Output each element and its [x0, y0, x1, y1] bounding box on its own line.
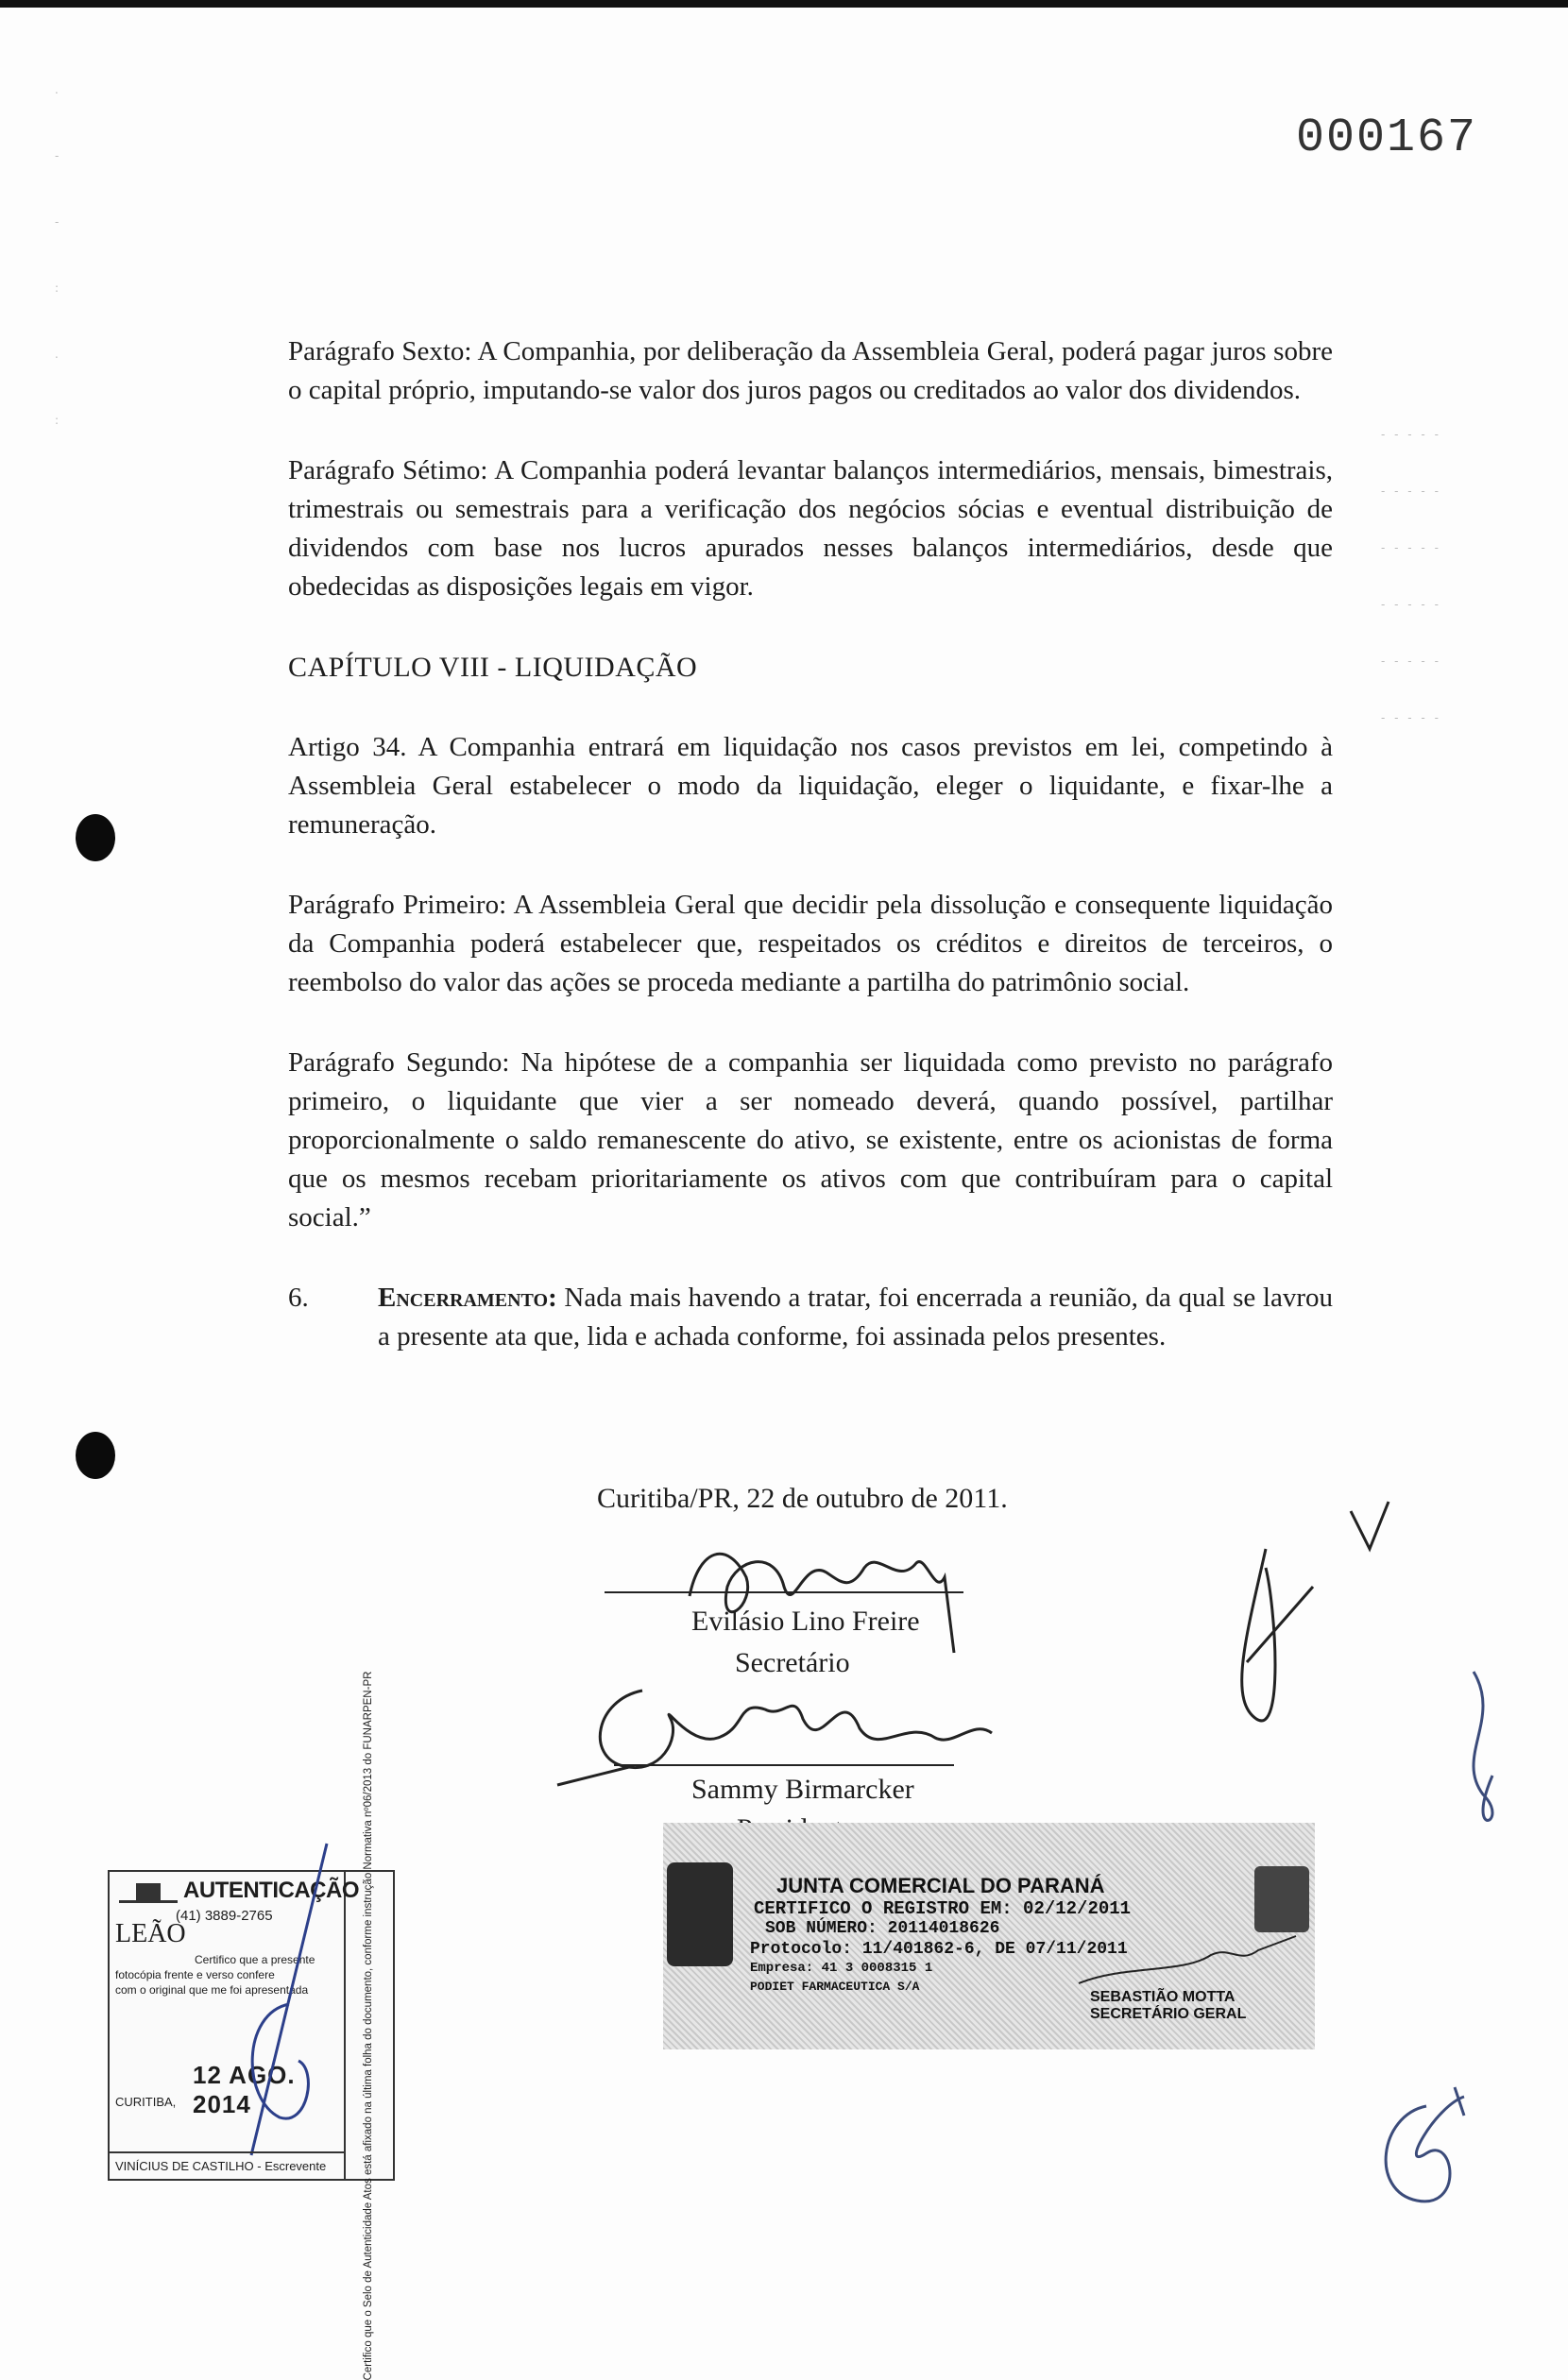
- punch-hole-bottom: [76, 1432, 115, 1479]
- stamp-city: CURITIBA,: [115, 2095, 177, 2109]
- scan-top-edge: [0, 0, 1568, 8]
- stamp-signature: [213, 1834, 355, 2174]
- secretary-role: Secretário: [735, 1647, 850, 1678]
- registry-line-4: Empresa: 41 3 0008315 1: [750, 1961, 933, 1976]
- registry-officer-name: SEBASTIÃO MOTTA: [1090, 1989, 1236, 2005]
- registry-stamp: [663, 1823, 1315, 2049]
- registry-line-1: CERTIFICO O REGISTRO EM: 02/12/2011: [754, 1898, 1132, 1919]
- registry-officer: [1090, 1989, 1246, 2023]
- registry-officer-role: SECRETÁRIO GERAL: [1090, 2006, 1247, 2022]
- stamp-title: AUTENTICAÇÃO: [183, 1878, 359, 1903]
- margin-initials-1: [1209, 1492, 1398, 1757]
- authentication-stamp: [108, 1671, 395, 2380]
- margin-marks-left: . - - : . :: [55, 83, 60, 427]
- stamp-certify-line-3: com o original que me foi apresentada: [115, 1983, 309, 1997]
- paragraph-segundo: Parágrafo Segundo: Na hipótese de a companhia ser liquidada como previsto no parágrafo primeiro, o liquidante que vier a ser nomeado deverá, quando possível, partilhar proporcionalmente o saldo remanescente do ativo, se existente, entre os acionistas de forma que os mesmos recebam prioritariamente os ativos com que contribuíram para o capital social.”: [288, 1047, 1333, 1232]
- stamp-date: 12 AGO. 2014: [193, 2061, 296, 2118]
- page-number: 000167: [1295, 111, 1477, 165]
- stamp-main-panel: [110, 1872, 359, 2179]
- paragraph-primeiro: Parágrafo Primeiro: A Assembleia Geral que decidir pela dissolução e consequente liquidação da Companhia poderá estabelecer que, respeitados os créditos e direitos de terceiros, o reembolso do valor das ações se proceda mediante a partilha do patrimônio social.: [288, 890, 1333, 997]
- president-name: Sammy Birmarcker: [691, 1774, 914, 1805]
- parana-coat-of-arms-icon: [667, 1862, 733, 1966]
- closing-label: Encerramento:: [378, 1283, 557, 1313]
- stamp-clerk: VINÍCIUS DE CASTILHO - Escrevente: [110, 2151, 344, 2178]
- secretary-name: Evilásio Lino Freire: [691, 1606, 920, 1637]
- margin-initials-2: [1445, 1662, 1521, 1851]
- margin-initials-3: [1360, 2078, 1483, 2229]
- paragraph-setimo: Parágrafo Sétimo: A Companhia poderá levantar balanços intermediários, mensais, bimestrais, trimestrais ou semestrais para a verificação dos negócios sócias e eventual distribuição de dividendos com base nos lucros apurados nesses balanços intermediários, desde que obedecidas as disposições legais em vigor.: [288, 455, 1333, 602]
- document-body: [288, 332, 1333, 1356]
- registry-line-2: SOB NÚMERO: 20114018626: [765, 1919, 1000, 1938]
- article-34: Artigo 34. A Companhia entrará em liquidação nos casos previstos em lei, competindo à Assembleia Geral estabelecer o modo da liquidação, eleger o liquidante, e fixar-lhe a remuneração.: [288, 732, 1333, 840]
- closing-number: 6.: [288, 1283, 309, 1313]
- closing-paragraph: [378, 1279, 1333, 1356]
- closing-text: Nada mais havendo a tratar, foi encerrada a reunião, da qual se lavrou a presente ata que, lida e achada conforme, foi assinada pelos presentes.: [378, 1283, 1334, 1352]
- margin-marks-right: - - - - - - - - - - - - - - - - - - - - - - - - - - - - - -: [1381, 428, 1441, 724]
- secretary-signature-line: [605, 1591, 963, 1593]
- stamp-brand: LEÃO: [115, 1919, 186, 1948]
- lion-logo-icon: [115, 1878, 181, 1906]
- president-signature-line: [614, 1764, 954, 1766]
- stamp-vertical-note: [346, 1671, 391, 2380]
- registry-line-3: Protocolo: 11/401862-6, DE 07/11/2011: [750, 1940, 1128, 1959]
- punch-hole-top: [76, 814, 115, 861]
- registry-line-5: PODIET FARMACEUTICA S/A: [750, 1980, 920, 1994]
- stamp-vertical-text: Certifico que o Selo de Autenticidade Atos está afixado na última folha do documento, conforme instrução Normativa nº06/2013 do FUNARPEN-PR: [363, 1671, 374, 2380]
- registry-title: JUNTA COMERCIAL DO PARANÁ: [776, 1874, 1105, 1897]
- closing-section: [288, 1279, 1333, 1356]
- stamp-certify-line-2: fotocópia frente e verso confere: [115, 1968, 275, 1981]
- paragraph-sexto: Parágrafo Sexto: A Companhia, por deliberação da Assembleia Geral, poderá pagar juros sobre o capital próprio, imputando-se valor dos juros pagos ou creditados ao valor dos dividendos.: [288, 336, 1333, 405]
- registry-seal-icon: [1254, 1866, 1309, 1932]
- stamp-certify-line-1: Certifico que a presente: [195, 1953, 315, 1966]
- stamp-phone: (41) 3889-2765: [176, 1908, 273, 1924]
- chapter-heading: CAPÍTULO VIII - LIQUIDAÇÃO: [288, 652, 698, 683]
- place-and-date: Curitiba/PR, 22 de outubro de 2011.: [597, 1483, 1008, 1514]
